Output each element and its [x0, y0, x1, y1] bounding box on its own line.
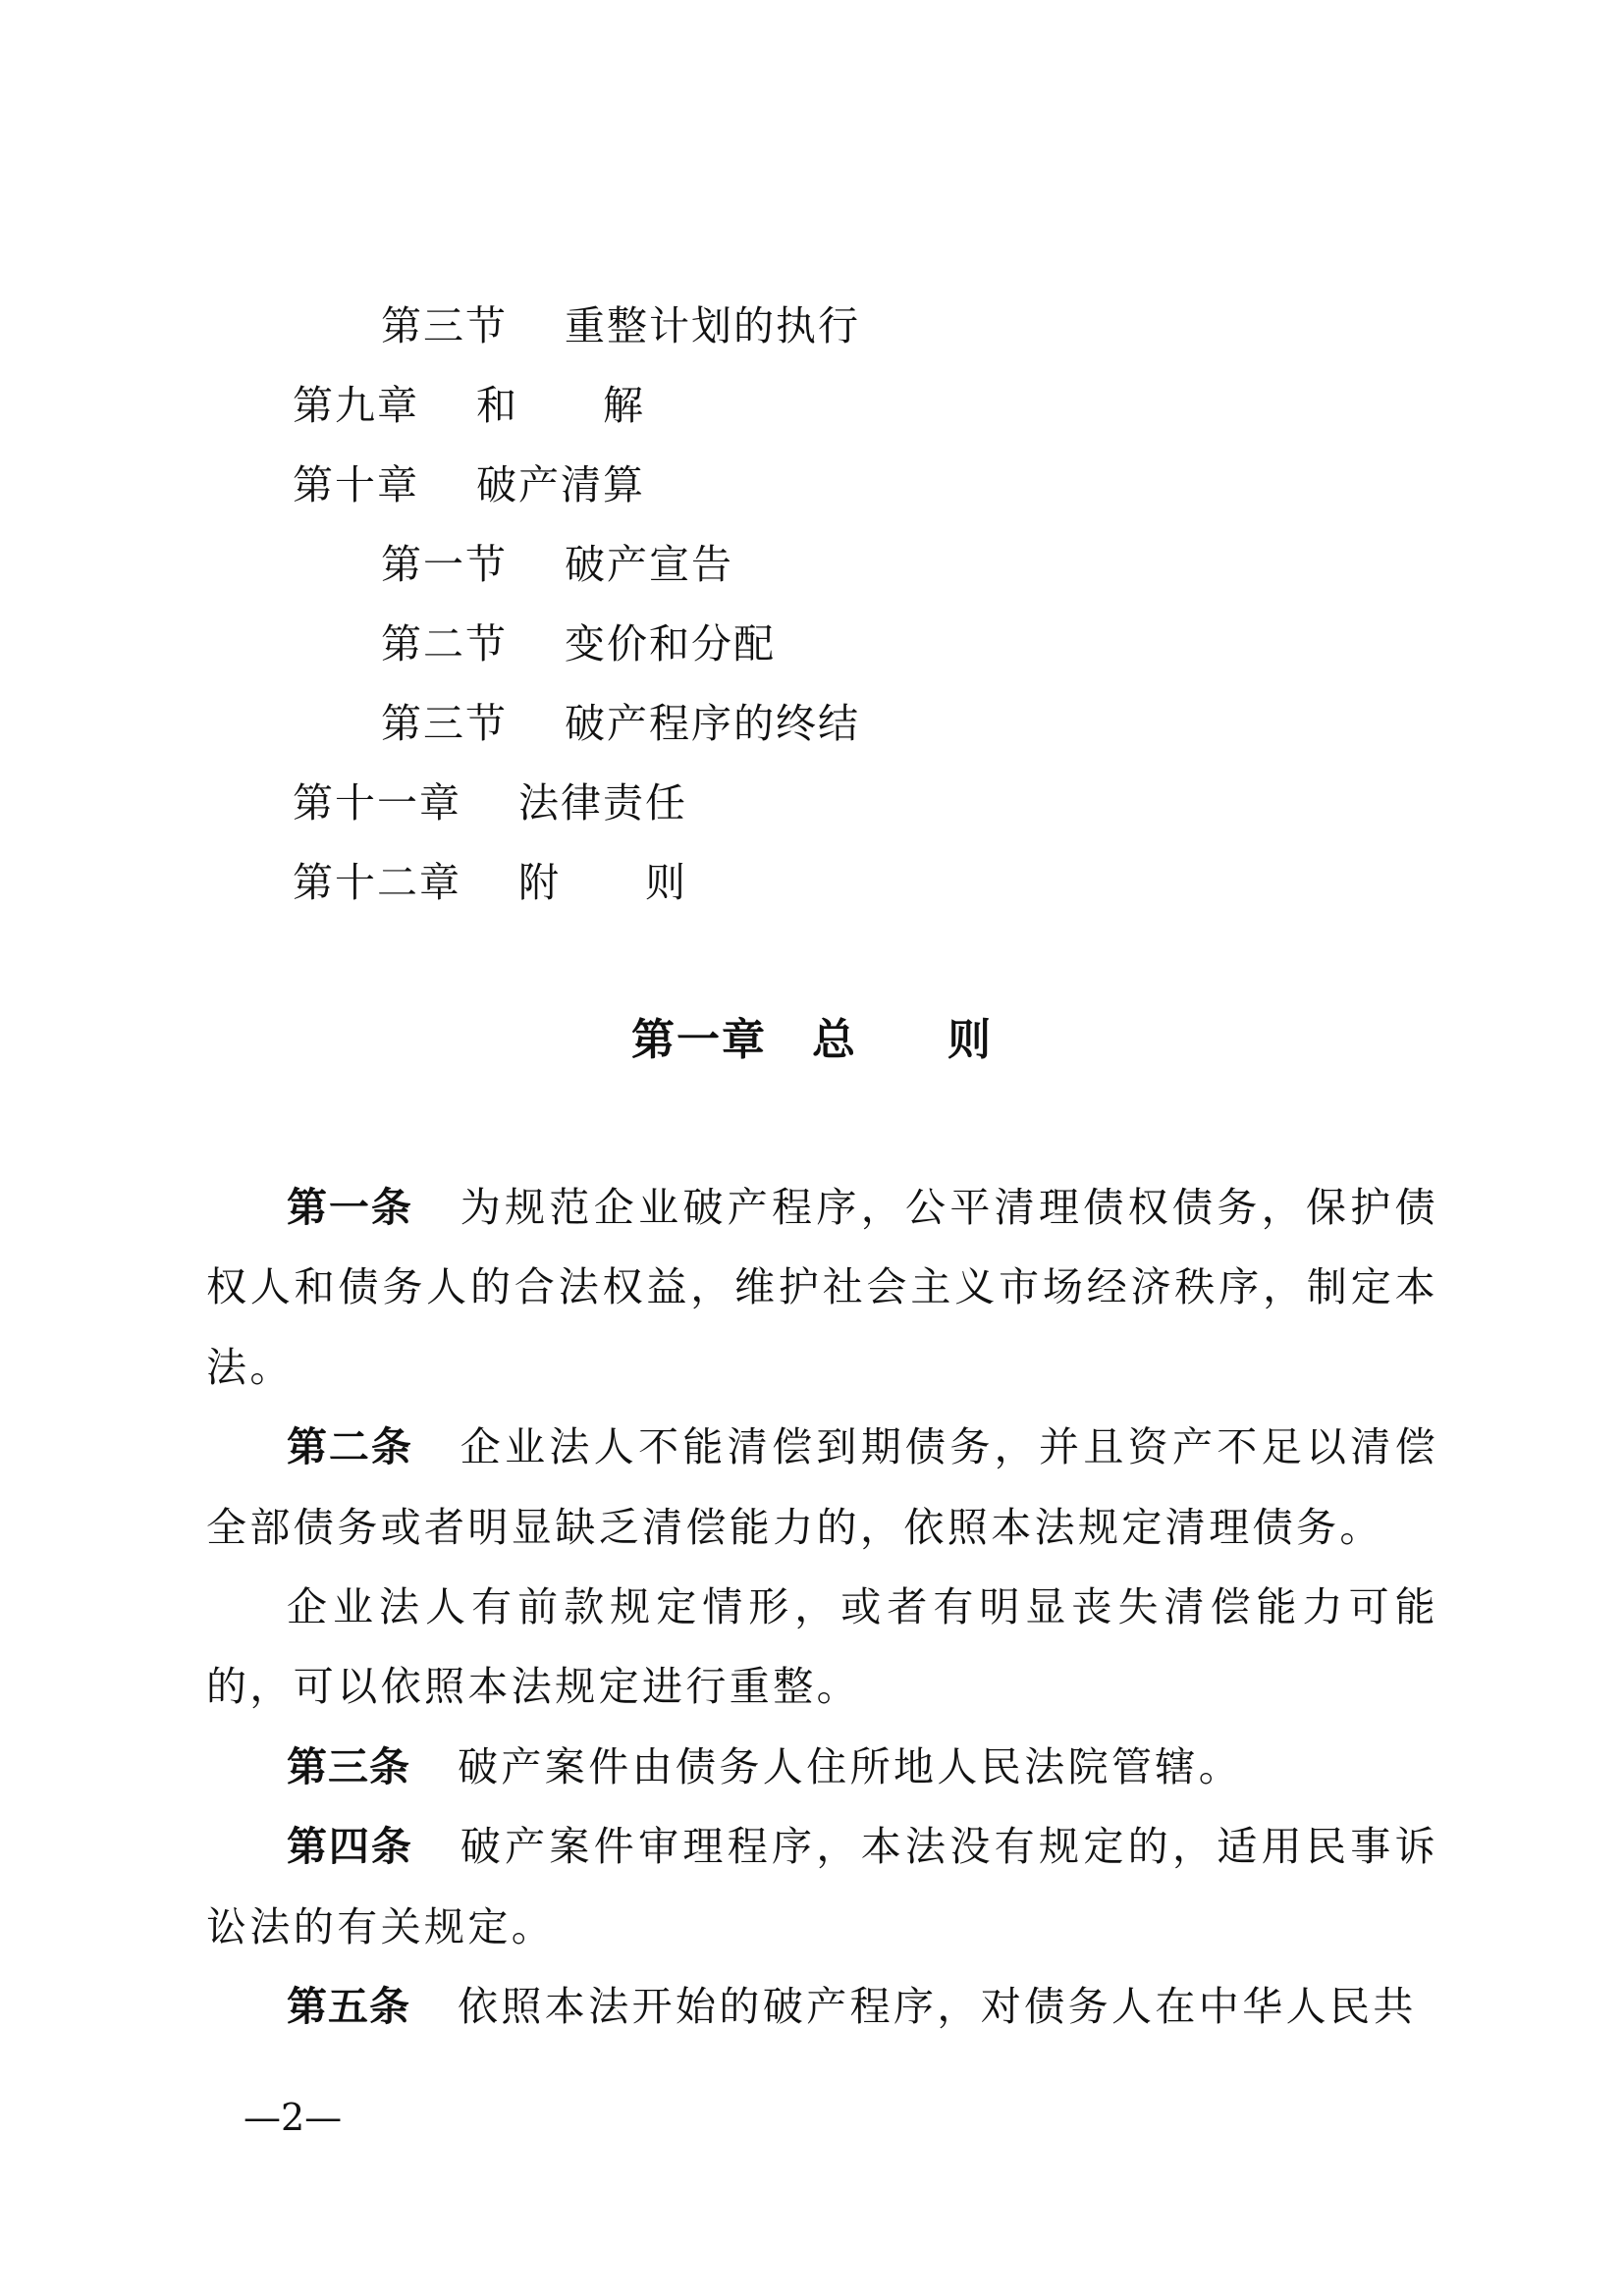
- toc-entry-title: 破产宣告: [565, 541, 734, 588]
- toc-entry: [293, 461, 646, 508]
- article-label: 第四条: [287, 1823, 413, 1871]
- toc-entry-label: 第十二章: [293, 859, 461, 906]
- article-text: 依照本法开始的破产程序，对债务人在中华人民共: [458, 1983, 1417, 2031]
- toc-entry: [293, 382, 646, 429]
- article-text: 破产案件由债务人住所地人民法院管辖。: [458, 1742, 1243, 1790]
- toc-entry-label: 第三节: [381, 700, 508, 747]
- article-label: 第一条: [287, 1184, 413, 1231]
- article-paragraph: [206, 1408, 1438, 1568]
- article-text: 破产案件审理程序，本法没有规定的，适用民事诉讼法的有关规定。: [206, 1823, 1438, 1950]
- article-label: 第五条: [287, 1983, 410, 2031]
- chapter-name: 总 则: [812, 1015, 993, 1065]
- article-paragraph: [206, 1728, 1438, 1807]
- toc-entry: [381, 541, 734, 588]
- article-paragraph: [206, 1568, 1438, 1728]
- article-paragraph: [206, 1967, 1438, 2047]
- article-text: 企业法人不能清偿到期债务，并且资产不足以清偿全部债务或者明显缺乏清偿能力的，依照本法规定清理债务。: [206, 1423, 1438, 1551]
- toc-entry: [381, 620, 777, 667]
- toc-entry-label: 第一节: [381, 541, 508, 588]
- article-body: [206, 1168, 1438, 2047]
- toc-entry-label: 第十一章: [293, 779, 461, 827]
- toc-entry-label: 第十章: [293, 461, 419, 508]
- toc-entry-title: 法律责任: [518, 779, 688, 827]
- article-paragraph: [206, 1807, 1438, 1967]
- toc-entry: [381, 302, 861, 349]
- toc-entry-title: 和 解: [476, 382, 646, 429]
- article-paragraph: [206, 1168, 1438, 1408]
- toc-entry-title: 重整计划的执行: [565, 302, 861, 349]
- toc-entry-label: 第二节: [381, 620, 508, 667]
- toc-entry-title: 变价和分配: [565, 620, 777, 667]
- toc-entry-label: 第九章: [293, 382, 419, 429]
- toc-entry-title: 附 则: [518, 859, 688, 906]
- article-text: 为规范企业破产程序，公平清理债权债务，保护债权人和债务人的合法权益，维护社会主义市场经济秩序，制定本法。: [206, 1184, 1438, 1391]
- page-number: —2—: [244, 2096, 343, 2139]
- article-label: 第二条: [287, 1423, 413, 1471]
- toc-entry: [381, 700, 861, 747]
- chapter-title: [0, 1015, 1624, 1065]
- toc-entry: [293, 779, 688, 827]
- toc-entry-title: 破产清算: [476, 461, 646, 508]
- chapter-label: 第一章: [631, 1015, 767, 1065]
- article-label: 第三条: [287, 1742, 410, 1790]
- toc-entry-title: 破产程序的终结: [565, 700, 861, 747]
- article-text: 企业法人有前款规定情形，或者有明显丧失清偿能力可能的，可以依照本法规定进行重整。: [206, 1583, 1438, 1711]
- toc-entry-label: 第三节: [381, 302, 508, 349]
- toc-entry: [293, 859, 688, 906]
